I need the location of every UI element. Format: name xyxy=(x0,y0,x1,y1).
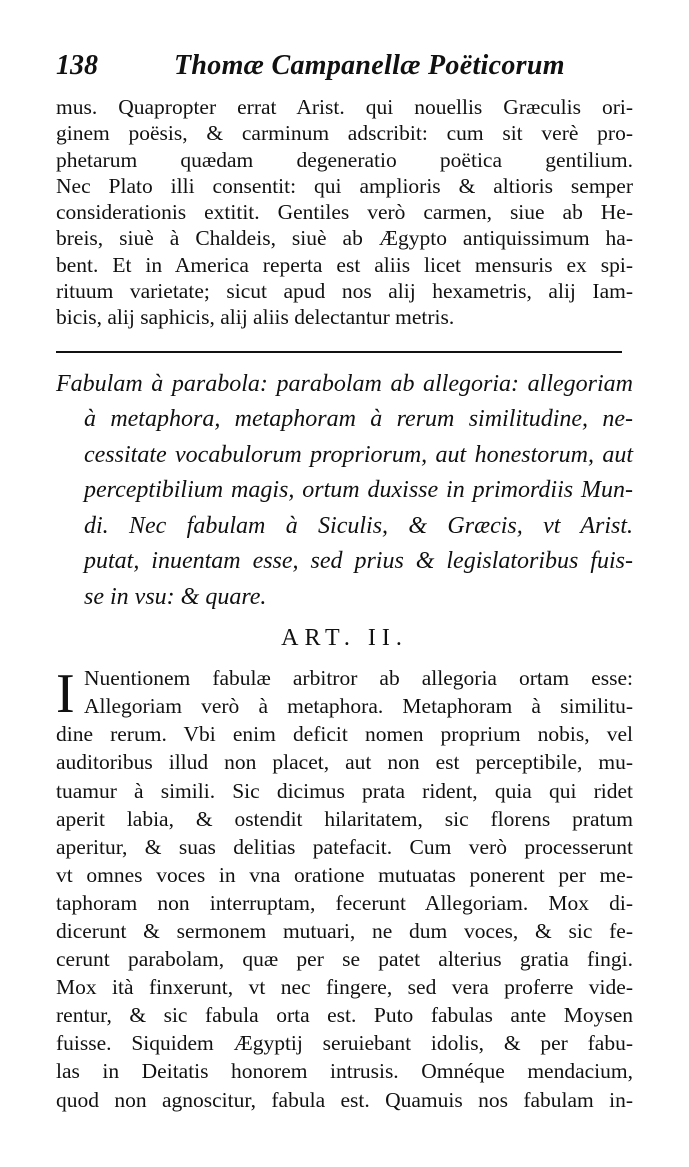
text-line: dicerunt & sermonem mutuari, ne dum voces, & sic fe- xyxy=(56,919,633,944)
text-line: bent. Et in America reperta est aliis licet mensuris ex spi- xyxy=(56,252,633,277)
text-line: rentur, & sic fabula orta est. Puto fabulas ante Moysen xyxy=(56,1003,633,1028)
article-body xyxy=(56,664,633,1114)
text-line: Nec Plato illi consentit: qui amplioris & altioris semper xyxy=(56,173,633,198)
text-line: auditoribus illud non placet, aut non est perceptibile, mu- xyxy=(56,750,633,775)
summary-line: cessitate vocabulorum propriorum, aut honestorum, aut xyxy=(84,441,633,468)
drop-cap: I xyxy=(56,663,75,726)
text-line: Allegoriam verò à metaphora. Metaphoram à similitu- xyxy=(84,694,633,719)
summary-line: perceptibilium magis, ortum duxisse in primordiis Mun- xyxy=(84,477,633,504)
text-line: aperitur, & suas delitias patefacit. Cum verò processerunt xyxy=(56,834,633,859)
text-line: Nuentionem fabulæ arbitror ab allegoria ortam esse: xyxy=(84,666,633,691)
summary-line: putat, inuentam esse, sed prius & legislatoribus fuis- xyxy=(84,548,633,575)
summary-line: Fabulam à parabola: parabolam ab allegoria: allegoriam xyxy=(56,370,633,397)
page-number: 138 xyxy=(56,50,98,81)
text-line: dine rerum. Vbi enim deficit nomen proprium nobis, vel xyxy=(56,722,633,747)
text-line: Mox ità finxerunt, vt nec fingere, sed vera proferre vide- xyxy=(56,975,633,1000)
text-line: las in Deitatis honorem intrusis. Omnéque mendacium, xyxy=(56,1059,633,1084)
section-divider xyxy=(56,351,622,353)
summary-line: se in vsu: & quare. xyxy=(84,583,267,610)
text-line: ginem poësis, & carminum adscribit: cum sit verè pro- xyxy=(56,121,633,146)
intro-paragraph xyxy=(56,94,633,331)
article-heading: ART. II. xyxy=(281,625,408,652)
text-line: phetarum quædam degeneratio poëtica gentilium. xyxy=(56,147,633,172)
text-line: breis, siuè à Chaldeis, siuè ab Ægypto antiquissimum ha- xyxy=(56,226,633,251)
text-line: considerationis extitit. Gentiles verò carmen, siue ab He- xyxy=(56,200,633,225)
running-head: Thomæ Campanellæ Poëticorum xyxy=(174,50,565,81)
text-line: fuisse. Siquidem Ægyptij seruiebant idolis, & per fabu- xyxy=(56,1031,633,1056)
text-line: taphoram non interruptam, fecerunt Allegoriam. Mox di- xyxy=(56,890,633,915)
text-line: tuamur à simili. Sic dicimus prata rident, quia qui ridet xyxy=(56,778,633,803)
article-summary xyxy=(56,367,633,616)
text-line: quod non agnoscitur, fabula est. Quamuis nos fabulam in- xyxy=(56,1087,633,1112)
text-line: cerunt parabolam, quæ per se patet alterius gratia fingi. xyxy=(56,947,633,972)
page-header xyxy=(56,50,633,94)
summary-line: à metaphora, metaphoram à rerum similitudine, ne- xyxy=(84,406,633,433)
text-line: vt omnes voces in vna oratione mutuatas ponerent per me- xyxy=(56,862,633,887)
text-line: aperit labia, & ostendit hilaritatem, sic florens pratum xyxy=(56,806,633,831)
text-line: bicis, alij saphicis, alij aliis delectantur metris. xyxy=(56,305,455,330)
text-line: rituum varietate; sicut apud nos alij hexametris, alij Iam- xyxy=(56,279,633,304)
text-line: mus. Quapropter errat Arist. qui nouellis Græculis ori- xyxy=(56,95,633,119)
summary-line: di. Nec fabulam à Siculis, & Græcis, vt Arist. xyxy=(84,512,633,539)
